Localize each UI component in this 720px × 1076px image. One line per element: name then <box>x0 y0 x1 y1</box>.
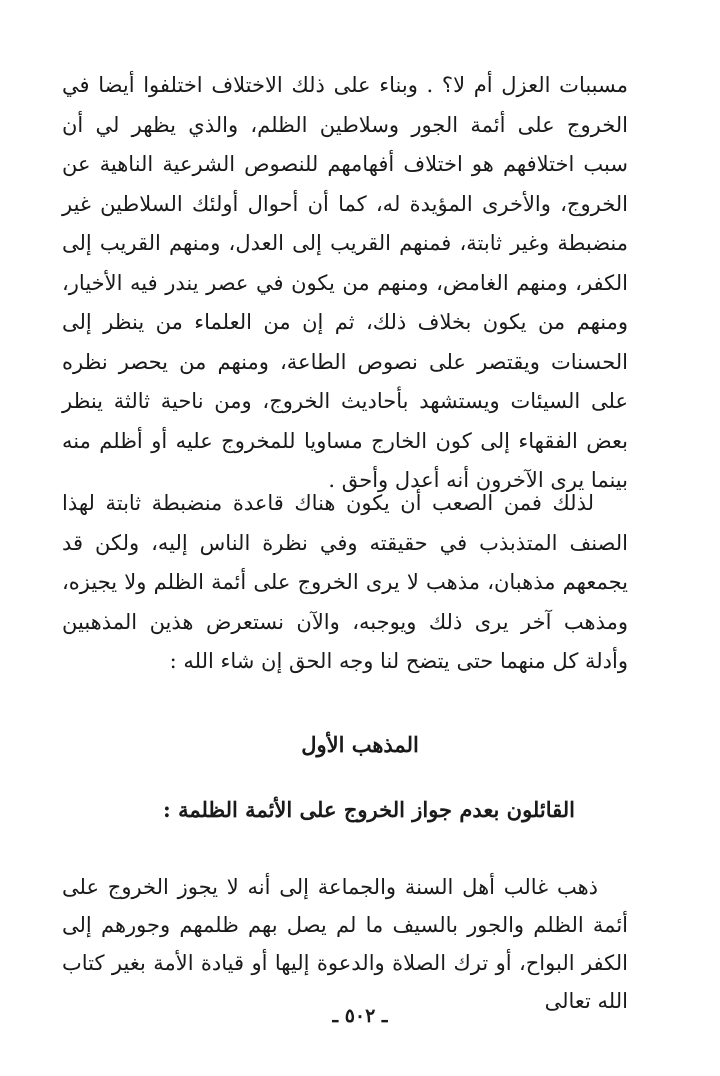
paragraph-two-schools: لذلك فمن الصعب أن يكون هناك قاعدة منضبطة ثابتة لهذا الصنف المتذبذب في حقيقته وفي نظرة الناس إليه، ولكن قد يجمعهم مذهبان، مذهب لا يرى الخروج على أئمة الظلم ولا يجيزه، ومذهب آخر يرى ذلك ويوجبه، والآن نستعرض هذين المذهبين وأدلة كل منهما حتى يتضح لنا وجه الحق إن شاء الله : <box>62 491 628 673</box>
page-number: ـ ٥٠٢ ـ <box>332 1005 388 1027</box>
section-subtitle: القائلون بعدم جواز الخروج على الأئمة الظلمة : <box>163 797 575 822</box>
section-title: المذهب الأول <box>301 732 419 757</box>
paragraph-first-school: ذهب غالب أهل السنة والجماعة إلى أنه لا يجوز الخروج على أئمة الظلم والجور بالسيف ما لم يصل بهم ظلمهم وجورهم إلى الكفر البواح، أو ترك الصلاة والدعوة إليها أو قيادة الأمة بغير كتاب الله تعالى <box>62 875 628 1013</box>
paragraph-reasons-of-disagreement: مسببات العزل أم لا؟ . وبناء على ذلك الاختلاف اختلفوا أيضا في الخروج على أئمة الجور وسلاطين الظلم، والذي يظهر لي أن سبب اختلافهم هو اختلاف أفهامهم للنصوص الشرعية الناهية عن الخروج، والأخرى المؤيدة له، كما أن أحوال أولئك السلاطين غير منضبطة وغير ثابتة، فمنهم القريب إلى العدل، ومنهم القريب إلى الكفر، ومنهم الغامض، ومنهم من يكون في عصر يندر فيه الأخيار، ومنهم من يكون بخلاف ذلك، ثم إن من العلماء من ينظر إلى الحسنات ويقتصر على نصوص الطاعة، ومنهم من يحصر نظره على السيئات ويستشهد بأحاديث الخروج، ومن ناحية ثالثة ينظر بعض الفقهاء إلى كون الخارج مساويا للمخروج عليه أو أظلم منه بينما يرى الآخرون أنه أعدل وأحق . <box>62 73 628 492</box>
